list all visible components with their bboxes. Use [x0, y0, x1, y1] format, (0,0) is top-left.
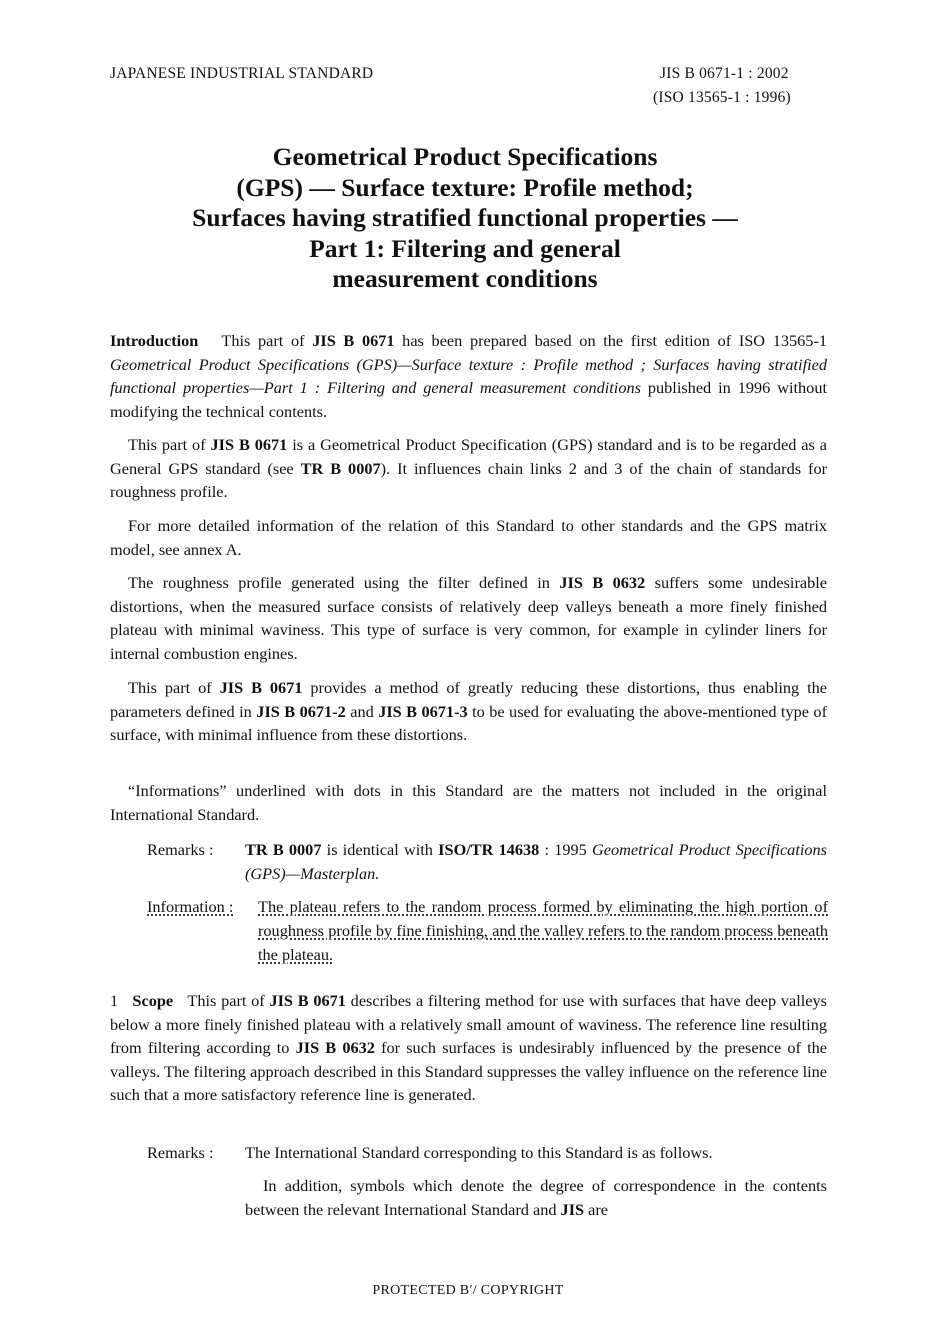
standard-reference: JIS B 0671	[219, 678, 303, 697]
standard-reference: TR B 0007	[300, 458, 381, 478]
standard-reference: JIS	[560, 1199, 585, 1219]
information-body: The plateau refers to the random process formed by eliminating the high portion of roughness profile by fine finishing, and the valley refers to the random process beneath the plateau.	[258, 897, 828, 964]
scope-paragraph: 1 Scope This part of JIS B 0671 describes a filtering method for use with surfaces that have deep valleys below a more finely finished plateau with a relatively small amount of waviness. The reference line resulting from filtering according to JIS B 0632 for such surfaces is undesirably influenced by the presence of the valleys. The filtering approach described in this Standard suppresses the valley influence on the reference line such that a more satisfactory reference line is generated.	[110, 991, 827, 1104]
section-number: 1	[110, 991, 119, 1010]
information-label: Information :	[147, 897, 234, 916]
section-heading: Scope	[132, 991, 174, 1010]
document-title	[60, 142, 870, 295]
title-line: (GPS) — Surface texture: Profile method;	[236, 172, 694, 202]
standard-reference: JIS B 0671	[312, 331, 395, 350]
title-line: measurement conditions	[332, 264, 598, 293]
standard-reference: ISO/TR 14638	[438, 840, 540, 859]
standard-reference: JIS B 0632	[295, 1038, 375, 1057]
iso-equivalent-number: (ISO 13565-1 : 1996)	[653, 89, 791, 106]
paragraph: This part of JIS B 0671 provides a method of greatly reducing these distortions, thus enabling the parameters defined in JIS B 0671-2 and JIS B 0671-3 to be used for evaluating the above-mentioned type of surface, with minimal influence from these distortions.	[110, 678, 827, 744]
standard-reference: JIS B 0671-3	[378, 701, 468, 721]
paragraph: For more detailed information of the relation of this Standard to other standards and the GPS matrix model, see annex A.	[110, 516, 827, 559]
paragraph: “Informations” underlined with dots in this Standard are the matters not included in the original International Standard.	[110, 781, 827, 824]
standard-reference: JIS B 0632	[559, 573, 646, 592]
standard-number: JIS B 0671-1 : 2002	[660, 65, 789, 82]
remarks-label: Remarks :	[147, 840, 214, 859]
paragraph: This part of JIS B 0671 is a Geometrical Product Specification (GPS) standard and is to be regarded as a General GPS standard (see TR B 0007). It influences chain links 2 and 3 of the chain of standards for roughness profile.	[110, 435, 828, 501]
title-line: Part 1: Filtering and general	[309, 233, 621, 263]
standard-reference: ISO 13565-1	[738, 331, 827, 350]
remarks-label: Remarks :	[147, 1143, 214, 1162]
remarks-body: In addition, symbols which denote the degree of correspondence in the contents between the relevant International Standard and JIS are	[245, 1176, 827, 1219]
title-line: Geometrical Product Specifications	[272, 142, 658, 171]
standard-reference: TR B 0007	[245, 840, 322, 859]
copyright-footer: PROTECTED B′/ COPYRIGHT	[372, 1283, 564, 1298]
paragraph: The roughness profile generated using the filter defined in JIS B 0632 suffers some undesirable distortions, when the measured surface consists of relatively deep valleys beneath a more finely finished plateau with minimal waviness. This type of surface is very common, for example in cylinder liners for internal combustion engines.	[110, 573, 827, 663]
remarks-body: TR B 0007 is identical with ISO/TR 14638 : 1995 Geometrical Product Specifications (GPS)—Masterplan.	[245, 840, 827, 883]
introduction-paragraph: Introduction This part of JIS B 0671 has been prepared based on the first edition of ISO 13565-1 Geometrical Product Specifications (GPS)—Surface texture : Profile method ; Surfaces having stratified functional properties—Part 1 : Filtering and general measurement conditions published in 1996 without modifying the technical contents.	[110, 331, 827, 421]
title-line: Surfaces having stratified functional properties —	[192, 203, 738, 232]
standard-reference: JIS B 0671	[210, 435, 288, 454]
document-header-label: JAPANESE INDUSTRIAL STANDARD	[110, 65, 374, 82]
section-heading: Introduction	[110, 331, 199, 350]
remarks-body: The International Standard corresponding to this Standard is as follows.	[245, 1143, 713, 1162]
standard-reference: JIS B 0671-2	[256, 701, 346, 721]
iso-title: Geometrical Product Specifications (GPS)—Surface texture : Profile method ; Surfaces having stratified functional properties—Part 1 : Filtering and general measurement conditions	[110, 354, 827, 397]
standard-reference: JIS B 0671	[269, 991, 346, 1010]
